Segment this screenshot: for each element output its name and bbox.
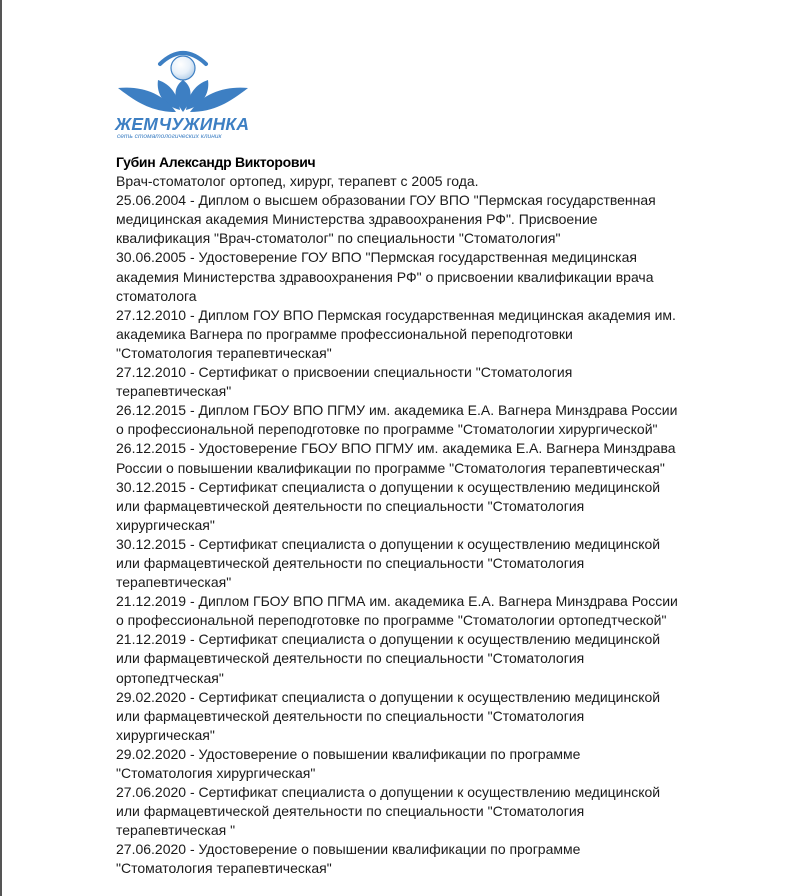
credential-line: или фармацевтической деятельности по специальности "Стоматология [116, 707, 585, 724]
credential-line: "Стоматология хирургическая" [116, 765, 316, 781]
credential-line: 29.02.2020 - Сертификат специалиста о допущении к осуществлению медицинской [116, 688, 661, 705]
credential-line: хирургическая" [116, 726, 215, 743]
credential-line: о профессиональной переподготовке по программе "Стоматологии хирургической" [116, 421, 658, 438]
credential-line: 27.06.2020 - Сертификат специалиста о допущении к осуществлению медицинской [116, 784, 661, 801]
credentials-list [116, 172, 756, 878]
credential-line: "Стоматология терапевтическая" [116, 860, 332, 877]
credential-line: квалификация "Врач-стоматолог" по специальности "Стоматология" [116, 230, 561, 247]
credential-line: академия Министерства здравоохранения РФ" о присвоении квалификации врача [116, 268, 654, 285]
credential-line: о профессиональной переподготовке по программе "Стоматологии ортопедтческой" [116, 612, 667, 629]
logo-brand-name: ЖЕМЧУЖИНКА [115, 114, 250, 134]
doctor-name: Губин Александр Викторович [116, 154, 316, 170]
clinic-logo [112, 48, 254, 146]
credential-line: 27.12.2010 - Диплом ГОУ ВПО Пермская государственная медицинская академия им. [116, 306, 676, 323]
credential-line: хирургическая" [116, 516, 215, 533]
credential-line: стоматолога [116, 287, 197, 304]
credential-line: или фармацевтической деятельности по специальности "Стоматология [116, 803, 585, 820]
credential-line: 30.12.2015 - Сертификат специалиста о допущении к осуществлению медицинской [116, 478, 661, 495]
credential-line: 21.12.2019 - Сертификат специалиста о допущении к осуществлению медицинской [116, 631, 661, 648]
credential-line: 30.12.2015 - Сертификат специалиста о допущении к осуществлению медицинской [116, 535, 661, 552]
credential-line: 25.06.2004 - Диплом о высшем образовании ГОУ ВПО "Пермская государственная [116, 192, 656, 209]
credential-line: 26.12.2015 - Удостоверение ГБОУ ВПО ПГМУ им. академика Е.А. Вагнера Минздрава [116, 440, 676, 457]
credential-line: 26.12.2015 - Диплом ГБОУ ВПО ПГМУ им. академика Е.А. Вагнера Минздрава России [116, 402, 678, 419]
credential-line: России о повышении квалификации по программе "Стоматология терапевтическая" [116, 459, 665, 476]
credential-line: 27.12.2010 - Сертификат о присвоении специальности "Стоматология [116, 364, 573, 381]
credential-line: 27.06.2020 - Удостоверение о повышении квалификации по программе [116, 841, 581, 858]
credential-line: или фармацевтической деятельности по специальности "Стоматология [116, 497, 585, 514]
credential-line: 30.06.2005 - Удостоверение ГОУ ВПО "Пермская государственная медицинская [116, 249, 637, 266]
logo-subtitle: сеть стоматологических клиник [117, 133, 222, 140]
credential-line: академика Вагнера по программе профессиональной переподготовки [116, 325, 573, 342]
credential-line: терапевтическая" [116, 383, 232, 400]
credential-line: медицинская академия Министерства здравоохранения РФ". Присвоение [116, 211, 598, 228]
credential-line: или фармацевтической деятельности по специальности "Стоматология [116, 650, 585, 667]
credential-line: 29.02.2020 - Удостоверение о повышении квалификации по программе [116, 745, 581, 762]
credential-line: ортопедтческая" [116, 669, 224, 686]
page-left-border [0, 0, 2, 896]
credential-line: "Стоматология терапевтическая" [116, 344, 332, 361]
credential-line: или фармацевтической деятельности по специальности "Стоматология [116, 554, 585, 571]
lotus-pearl-icon [112, 48, 254, 116]
credential-line: Врач-стоматолог ортопед, хирург, терапевт с 2005 года. [116, 173, 479, 190]
credential-line: 21.12.2019 - Диплом ГБОУ ВПО ПГМА им. академика Е.А. Вагнера Минздрава России [116, 593, 678, 610]
doctor-profile [116, 153, 756, 879]
credential-line: терапевтическая " [116, 822, 236, 839]
credential-line: терапевтическая" [116, 574, 232, 591]
